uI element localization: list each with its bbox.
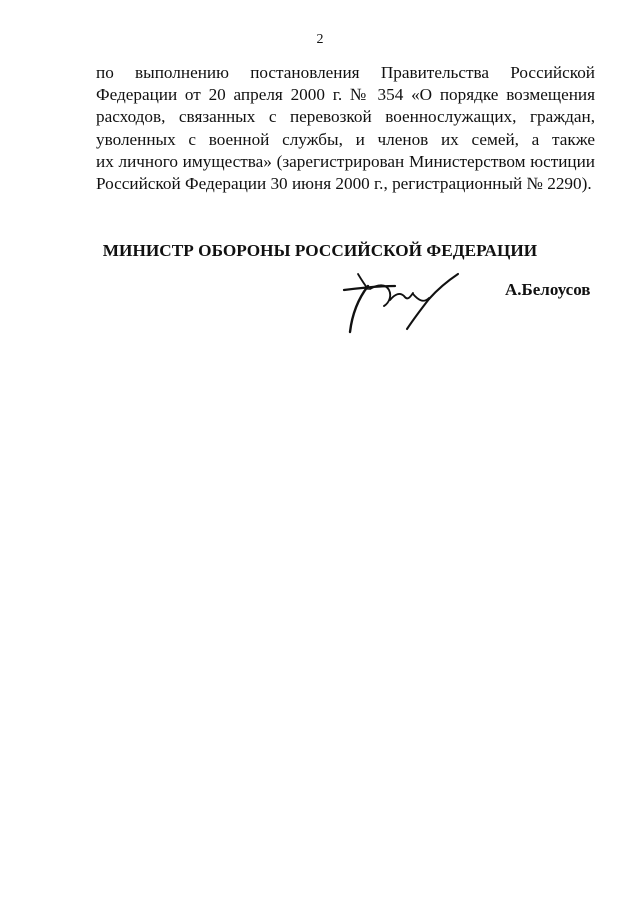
page-number: 2 (316, 32, 324, 47)
paragraph-line: расходов, связанных с перевозкой военнослужащих, граждан, (96, 107, 595, 127)
paragraph-line: их личного имущества» (зарегистрирован Министерством юстиции (96, 151, 595, 171)
paragraph-line: уволенных с военной службы, и членов их семей, а также (96, 129, 595, 149)
handwritten-signature (340, 272, 462, 334)
signatory-name: А.Белоусов (505, 280, 591, 299)
paragraph-line: по выполнению постановления Правительства Российской (96, 63, 595, 82)
signature-title: МИНИСТР ОБОРОНЫ РОССИЙСКОЙ ФЕДЕРАЦИИ (102, 241, 538, 260)
paragraph-line: Федерации от 20 апреля 2000 г. № 354 «О порядке возмещения (96, 85, 595, 105)
paragraph-line: Российской Федерации 30 июня 2000 г., регистрационный № 2290). (96, 174, 592, 194)
document-paragraph (96, 62, 595, 195)
